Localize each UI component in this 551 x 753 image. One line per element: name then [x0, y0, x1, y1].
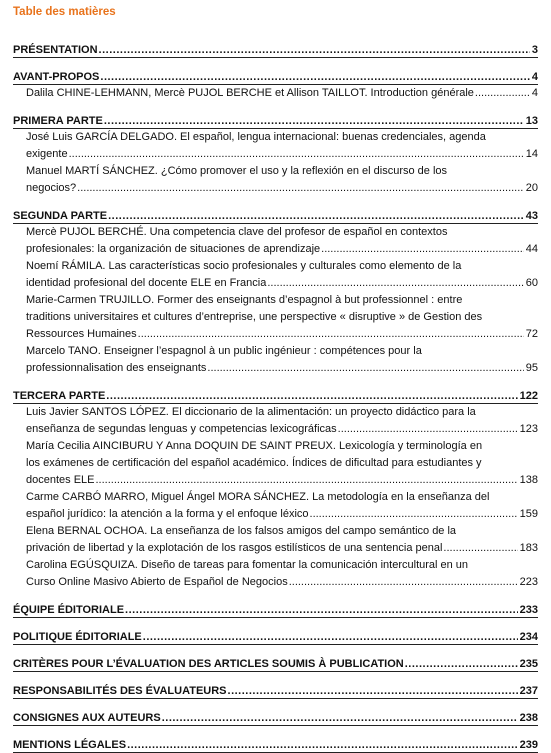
section-label: AVANT-PROPOS — [13, 71, 100, 83]
dot-leader — [162, 712, 518, 724]
entry-text-line: María Cecilia AINCIBURU Y Anna DOQUIN DE SAINT PREUX. Lexicología y terminología en — [26, 440, 483, 452]
toc-section — [13, 115, 538, 197]
section-label: CRITÈRES POUR L’ÉVALUATION DES ARTICLES SOUMIS À PUBLICATION — [13, 658, 404, 670]
entry-text-line: Noemí RÁMILA. Las características socio profesionales y culturales como elemento de la — [26, 260, 462, 272]
toc-section — [13, 71, 538, 102]
page-number: 14 — [525, 148, 538, 160]
toc-entry[interactable] — [26, 489, 538, 523]
entry-text-line: docentes ELE — [26, 474, 95, 486]
page-number: 183 — [519, 542, 538, 554]
dot-leader — [321, 241, 524, 258]
entry-text-line: Mercè PUJOL BERCHÉ. Una competencia clave del profesor de español en contextos — [26, 226, 448, 238]
dot-leader — [127, 739, 518, 751]
dot-leader — [100, 71, 529, 83]
entry-text-line: Marcelo TANO. Enseigner l’espagnol à un public ingénieur : compétences pour la — [26, 345, 422, 357]
entry-last-line — [26, 146, 538, 163]
toc-section-heading[interactable] — [13, 115, 538, 129]
dot-leader — [267, 275, 523, 292]
toc-entry[interactable] — [26, 438, 538, 489]
page-number: 223 — [519, 576, 538, 588]
dot-leader — [106, 390, 517, 402]
entry-text-line: Marie-Carmen TRUJILLO. Former des enseignants d’espagnol à but professionnel : entre — [26, 294, 463, 306]
entry-text-line: Elena BERNAL OCHOA. La enseñanza de los falsos amigos del campo semántico de la — [26, 525, 457, 537]
entry-last-line — [26, 241, 538, 258]
entry-text-line: privación de libertad y la explotación de los rasgos estilísticos de una sentencia penal — [26, 542, 443, 554]
page-number: 20 — [525, 182, 538, 194]
entry-text-line: professionnalisation des enseignants — [26, 362, 207, 374]
page-title: Table des matières — [13, 6, 116, 18]
dot-leader — [138, 326, 524, 343]
entry-last-line — [26, 326, 538, 343]
toc-section-heading[interactable] — [13, 685, 538, 699]
toc-entry[interactable] — [26, 258, 538, 292]
toc-entry[interactable] — [26, 292, 538, 343]
page-number: 237 — [519, 685, 538, 697]
toc-section-heading[interactable] — [13, 712, 538, 726]
page-number: 239 — [519, 739, 538, 751]
dot-leader — [96, 472, 518, 489]
section-label: TERCERA PARTE — [13, 390, 106, 402]
entry-text-line: Carme CARBÓ MARRO, Miguel Ángel MORA SÁNCHEZ. La metodología en la enseñanza del — [26, 491, 490, 503]
toc-section — [13, 631, 538, 645]
toc-section-heading[interactable] — [13, 604, 538, 618]
section-label: PRIMERA PARTE — [13, 115, 103, 127]
dot-leader — [475, 85, 530, 102]
dot-leader — [108, 210, 524, 222]
dot-leader — [104, 115, 524, 127]
entry-text-line: negocios? — [26, 182, 77, 194]
section-label: PRÉSENTATION — [13, 44, 98, 56]
dot-leader — [69, 146, 524, 163]
entry-text-line: traditions universitaires et cultures d’entreprise, une perspective « disruptive » de Gestion des — [26, 311, 483, 323]
entry-text-line: profesionales: la organización de situaciones de aprendizaje — [26, 243, 321, 255]
toc-section-heading[interactable] — [13, 631, 538, 645]
toc-section — [13, 604, 538, 618]
entry-last-line — [26, 506, 538, 523]
page-number: 13 — [525, 115, 538, 127]
toc-section — [13, 712, 538, 726]
page-number: 235 — [519, 658, 538, 670]
entry-text-line: Curso Online Masivo Abierto de Español de Negocios — [26, 576, 288, 588]
entry-last-line — [26, 360, 538, 377]
toc-section-heading[interactable] — [13, 71, 538, 85]
entry-text-line: José Luis GARCÍA DELGADO. El español, lengua internacional: buenas credenciales, agenda — [26, 131, 486, 143]
toc-section — [13, 44, 538, 58]
dot-leader — [405, 658, 518, 670]
entry-text-line: enseñanza de segundas lenguas y competencias lexicográficas — [26, 423, 337, 435]
dot-leader — [443, 540, 517, 557]
entry-last-line — [26, 421, 538, 438]
page-number: 4 — [531, 87, 538, 99]
toc-section — [13, 658, 538, 672]
page-number: 60 — [525, 277, 538, 289]
toc-section-heading[interactable] — [13, 44, 538, 58]
page-number: 233 — [519, 604, 538, 616]
entry-text-line: Luis Javier SANTOS LÓPEZ. El diccionario de la alimentación: un proyecto didáctico para la — [26, 406, 476, 418]
section-label: ÉQUIPE ÉDITORIALE — [13, 604, 125, 616]
page-number: 122 — [519, 390, 538, 402]
dot-leader — [338, 421, 518, 438]
section-label: RESPONSABILITÉS DES ÉVALUATEURS — [13, 685, 227, 697]
dot-leader — [310, 506, 518, 523]
toc-entry[interactable] — [26, 343, 538, 377]
dot-leader — [228, 685, 518, 697]
toc-section — [13, 210, 538, 377]
dot-leader — [99, 44, 530, 56]
section-label: MENTIONS LÉGALES — [13, 739, 127, 751]
section-label: SEGUNDA PARTE — [13, 210, 108, 222]
entry-text-line: los exámenes de certificación del español académico. Índices de dificultad para estudiantes y — [26, 457, 482, 469]
toc-entry[interactable] — [26, 523, 538, 557]
entry-last-line — [26, 180, 538, 197]
entry-last-line — [26, 472, 538, 489]
entry-text-line: Dalila CHINE-LEHMANN, Mercè PUJOL BERCHE et Allison TAILLOT. Introduction générale — [26, 87, 474, 99]
dot-leader — [77, 180, 524, 197]
toc-section-heading[interactable] — [13, 390, 538, 404]
page-number: 4 — [531, 71, 538, 83]
entry-text-line: español jurídico: la atención a la forma y el enfoque léxico — [26, 508, 309, 520]
toc-entry[interactable] — [26, 224, 538, 258]
entry-last-line — [26, 275, 538, 292]
toc-section-heading[interactable] — [13, 210, 538, 224]
page-number: 159 — [519, 508, 538, 520]
toc-entry[interactable] — [26, 85, 538, 102]
page-number: 238 — [519, 712, 538, 724]
section-label: CONSIGNES AUX AUTEURS — [13, 712, 161, 724]
entry-last-line — [26, 540, 538, 557]
entry-text-line: Carolina EGÚSQUIZA. Diseño de tareas para fomentar la comunicación intercultural en un — [26, 559, 469, 571]
entry-text-line: Manuel MARTÍ SÁNCHEZ. ¿Cómo promover el uso y la reflexión en el discurso de los — [26, 165, 448, 177]
page-number: 3 — [531, 44, 538, 56]
section-label: POLITIQUE ÉDITORIALE — [13, 631, 142, 643]
toc-section-heading[interactable] — [13, 658, 538, 672]
table-of-contents — [13, 44, 538, 753]
page-number: 43 — [525, 210, 538, 222]
dot-leader — [207, 360, 523, 377]
page-number: 123 — [519, 423, 538, 435]
dot-leader — [125, 604, 518, 616]
toc-section — [13, 739, 538, 753]
toc-entry[interactable] — [26, 129, 538, 163]
page-number: 44 — [525, 243, 538, 255]
page-number: 234 — [519, 631, 538, 643]
dot-leader — [289, 574, 518, 591]
toc-section — [13, 390, 538, 591]
entry-last-line — [26, 85, 538, 102]
toc-section-heading[interactable] — [13, 739, 538, 753]
toc-section — [13, 685, 538, 699]
entry-text-line: Ressources Humaines — [26, 328, 137, 340]
dot-leader — [143, 631, 518, 643]
toc-entry[interactable] — [26, 404, 538, 438]
page-number: 138 — [519, 474, 538, 486]
entry-text-line: identidad profesional del docente ELE en Francia — [26, 277, 267, 289]
page-number: 72 — [525, 328, 538, 340]
entry-text-line: exigente — [26, 148, 68, 160]
entry-last-line — [26, 574, 538, 591]
page-number: 95 — [525, 362, 538, 374]
toc-entry[interactable] — [26, 163, 538, 197]
toc-entry[interactable] — [26, 557, 538, 591]
